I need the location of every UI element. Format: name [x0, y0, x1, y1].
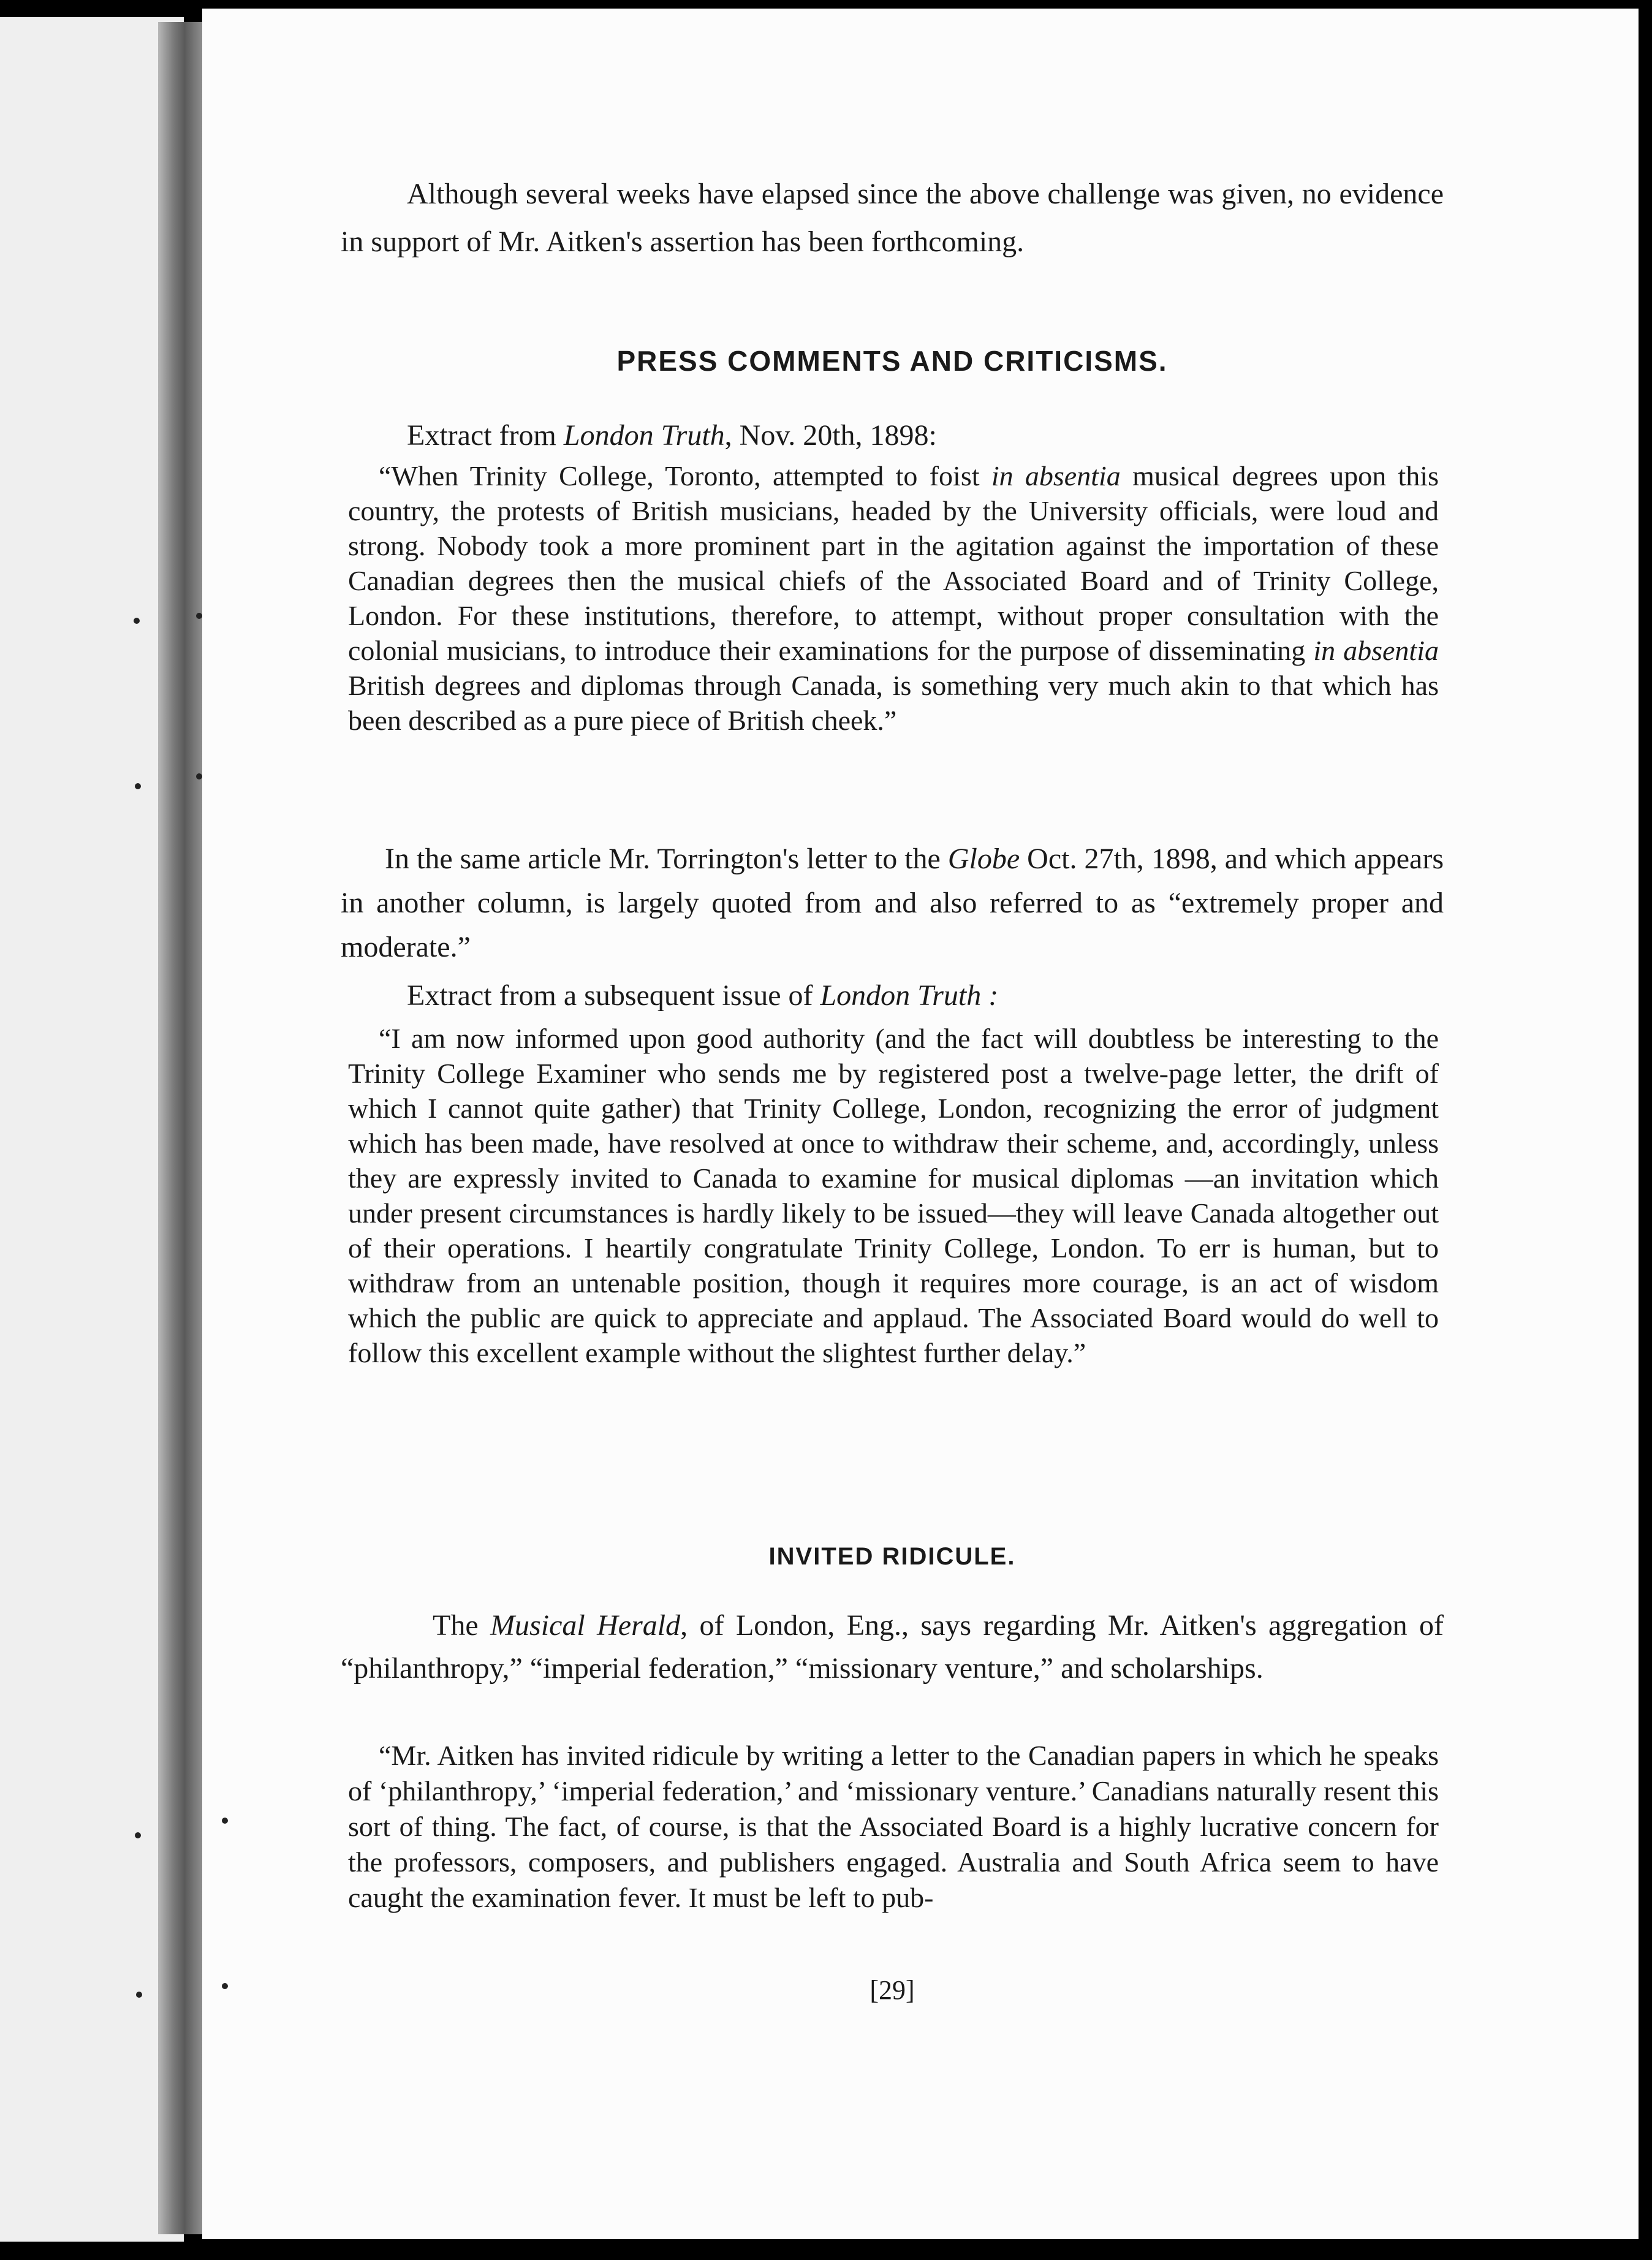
book-binding [158, 22, 202, 2234]
publication-title: Musical Herald [490, 1609, 681, 1642]
quote-text: musical degrees upon this country, the protests of British musicians, headed by the University officials, were loud and strong. Nobody took a more prominent part in the agitation against the importation of these Canadian degrees then the musical chiefs of the Associated Board and of Trinity College, London. For these institutions, therefore, to attempt, without proper consultation with the colonial musicians, to introduce their examinations for the purpose of disseminating [348, 460, 1439, 666]
quote-italic: in absentia [991, 460, 1121, 491]
previous-page-edge [0, 17, 184, 2242]
margin-mark [196, 613, 202, 619]
paragraph-torrington-letter [341, 837, 1444, 969]
section-heading-invited-ridicule: INVITED RIDICULE. [768, 1543, 1016, 1570]
quote-musical-herald: “Mr. Aitken has invited ridicule by writing a letter to the Canadian papers in which he speaks of ‘philanthropy,’ ‘imperial federation,’ and ‘missionary venture.’ Canadians naturally resent this sort of thing. The fact, of course, is that the Associated Board is a highly lucrative concern for the professors, composers, and publishers engaged. Australia and South Africa seem to have caught the examination fever. It must be left to pub- [348, 1740, 1439, 1913]
publication-title: London Truth [563, 419, 725, 452]
quote-italic: in absentia [1313, 635, 1439, 666]
publication-title: London Truth : [820, 979, 999, 1012]
margin-mark [135, 783, 141, 789]
page-content [341, 0, 1444, 2260]
margin-mark [135, 1832, 141, 1838]
extract-lead-london-truth [341, 418, 1444, 453]
intro-paragraph: Although several weeks have elapsed since the above challenge was given, no evidence in support of Mr. Aitken's assertion has been forthcoming. [341, 178, 1444, 258]
extract-lead-date: , Nov. 20th, 1898: [724, 419, 937, 452]
page-number: [29] [870, 1975, 915, 2005]
margin-mark [196, 773, 202, 779]
margin-mark [222, 1983, 228, 1989]
quote-text: British degrees and diplomas through Canada, is something very much akin to that which has been described as a pure piece of British cheek.” [348, 670, 1439, 736]
newspaper-title: Globe [947, 843, 1020, 875]
extract-lead-text: Extract from a subsequent issue of [407, 979, 820, 1012]
quote-text: “When Trinity College, Toronto, attempted to foist [379, 460, 991, 491]
extract-lead-text: Extract from [407, 419, 564, 452]
margin-mark [134, 618, 140, 624]
paragraph-text: , of London, Eng., says regarding Mr. Aitken's aggregation of “philanthropy,” “imperial federation,” “missionary venture,” and scholarships. [341, 1609, 1444, 1685]
paragraph-text: Oct. 27th, 1898, and which appears in another column, is largely quoted from and also referred to as “extremely proper and moderate.” [341, 843, 1444, 963]
margin-mark [222, 1818, 228, 1824]
margin-mark [136, 1992, 142, 1998]
extract-lead-subsequent-issue [341, 978, 1444, 1014]
paragraph-text: In the same article Mr. Torrington's letter to the [385, 843, 948, 875]
paragraph-text: The [433, 1609, 491, 1642]
quote-london-truth-1 [348, 458, 1439, 738]
section-heading-press-comments: PRESS COMMENTS AND CRITICISMS. [616, 345, 1168, 377]
paragraph-musical-herald [341, 1604, 1444, 1690]
quote-london-truth-2: “I am now informed upon good authority (and the fact will doubtless be interesting to the Trinity College Examiner who sends me by registered post a twelve-page letter, the drift of which I cannot quite gather) that Trinity College, London, recognizing the error of judgment which has been made, have resolved at once to withdraw their scheme, and, accordingly, unless they are expressly invited to Canada to examine for musical diplomas —an invitation which under present circumstances is hardly likely to be issued—they will leave Canada altogether out of their operations. I heartily congratulate Trinity College, London. To err is human, but to withdraw from an untenable position, though it requires more courage, is an act of wisdom which the public are quick to appreciate and applaud. The Associated Board would do well to follow this excellent example without the slightest further delay.” [348, 1023, 1439, 1368]
